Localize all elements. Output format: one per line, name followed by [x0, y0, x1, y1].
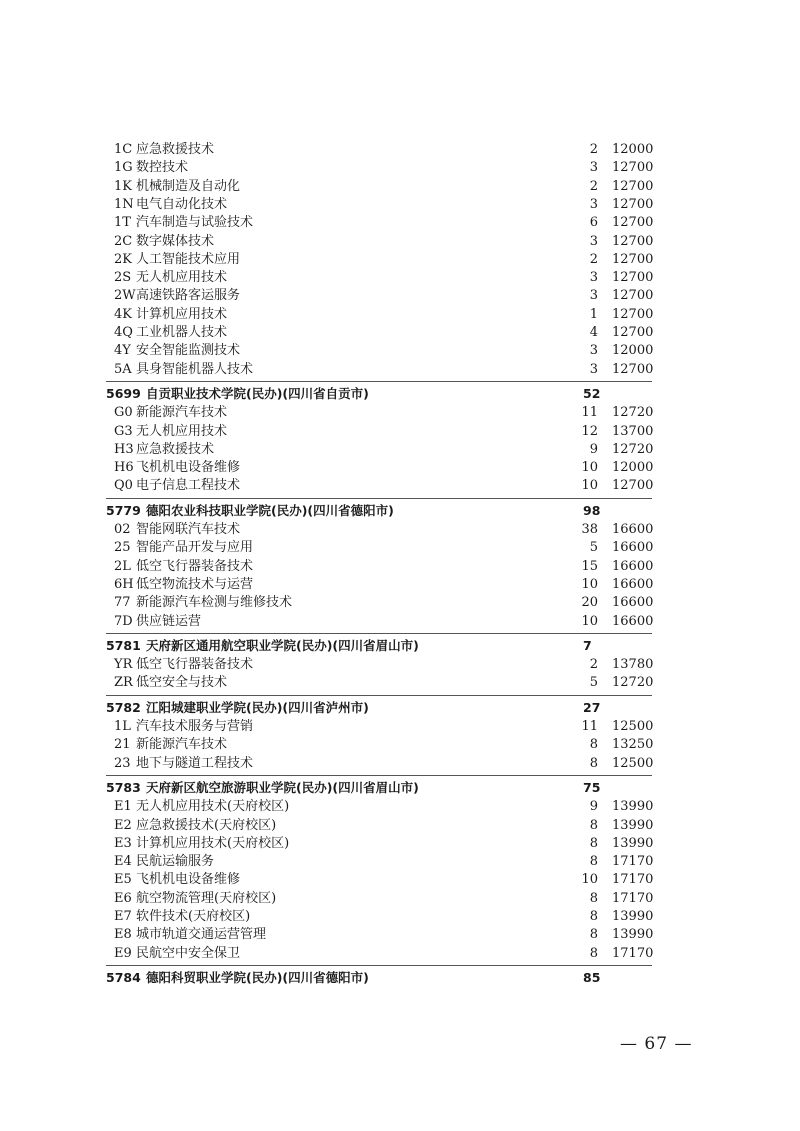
major-row: [0, 233, 800, 251]
plan-count: 10: [581, 613, 598, 629]
major-row: [0, 594, 800, 612]
plan-count: 8: [589, 890, 598, 906]
major-name: 智能产品开发与应用: [136, 540, 254, 556]
school-total: 85: [583, 969, 601, 985]
major-code: ZR: [114, 675, 133, 691]
plan-count: 10: [581, 460, 598, 476]
major-row: [0, 269, 800, 287]
major-name: 民航运输服务: [136, 854, 215, 870]
major-code: 21: [114, 737, 131, 753]
plan-count: 8: [589, 854, 598, 870]
tuition-fee: 12700: [612, 306, 654, 322]
major-name: 应急救援技术(天府校区): [136, 817, 277, 833]
plan-count: 5: [589, 675, 598, 691]
major-row: [0, 342, 800, 360]
major-name: 人工智能技术应用: [136, 251, 241, 267]
major-row: [0, 361, 800, 379]
major-row: [0, 477, 800, 495]
major-code: YR: [114, 657, 133, 673]
plan-count: 20: [581, 595, 598, 611]
major-row: [0, 178, 800, 196]
tuition-fee: 16600: [612, 522, 654, 537]
school-header: [0, 699, 800, 717]
major-code: E7: [114, 909, 132, 924]
plan-count: 12: [581, 423, 598, 439]
tuition-fee: 13250: [612, 737, 654, 753]
major-name: 无人机应用技术(天府校区): [136, 799, 290, 815]
major-name: 具身智能机器人技术: [136, 361, 254, 377]
plan-count: 2: [589, 657, 598, 673]
plan-count: 6: [589, 215, 598, 231]
plan-count: 4: [589, 325, 598, 340]
tuition-fee: 12500: [612, 755, 654, 771]
tuition-fee: 16600: [612, 576, 654, 592]
tuition-fee: 17170: [612, 890, 654, 906]
major-row: [0, 890, 800, 908]
major-code: E8: [114, 927, 132, 943]
plan-count: 3: [589, 288, 598, 304]
plan-count: 15: [581, 558, 598, 574]
plan-count: 3: [589, 270, 598, 286]
major-row: [0, 196, 800, 214]
major-row: [0, 214, 800, 232]
major-code: 1G: [114, 160, 133, 176]
tuition-fee: 12700: [612, 233, 654, 249]
tuition-fee: 12700: [612, 325, 654, 340]
section-divider: [106, 965, 652, 966]
plan-count: 8: [589, 945, 598, 961]
school-total: 75: [583, 779, 601, 795]
plan-count: 2: [589, 178, 598, 194]
plan-count: 38: [581, 522, 598, 537]
tuition-fee: 17170: [612, 872, 654, 888]
major-name: 低空物流技术与运营: [136, 576, 254, 592]
major-row: [0, 613, 800, 631]
major-row: [0, 871, 800, 889]
major-name: 汽车制造与试验技术: [136, 215, 254, 231]
major-row: [0, 287, 800, 305]
major-code: 1T: [114, 215, 131, 231]
school-code: 5779: [106, 502, 141, 518]
tuition-fee: 12000: [612, 460, 654, 476]
school-header: [0, 385, 800, 403]
plan-count: 11: [581, 719, 598, 734]
major-name: 应急救援技术: [136, 441, 215, 457]
tuition-fee: 17170: [612, 945, 654, 961]
plan-count: 3: [589, 160, 598, 176]
major-code: 23: [114, 755, 131, 771]
plan-count: 8: [589, 835, 598, 851]
major-name: 供应链运营: [136, 613, 202, 629]
major-name: 计算机应用技术(天府校区): [136, 835, 290, 851]
tuition-fee: 12700: [612, 361, 654, 377]
major-code: 02: [114, 522, 131, 537]
major-row: [0, 324, 800, 342]
school-code: 5783: [106, 779, 141, 795]
major-row: [0, 558, 800, 576]
tuition-fee: 16600: [612, 595, 654, 611]
major-name: 智能网联汽车技术: [136, 522, 241, 537]
major-code: 5A: [114, 361, 132, 377]
school-name: 自贡职业技术学院(民办)(四川省自贡市): [146, 385, 369, 401]
tuition-fee: 13990: [612, 799, 654, 815]
school-header: [0, 637, 800, 655]
tuition-fee: 12700: [612, 251, 654, 267]
major-code: E2: [114, 817, 132, 833]
school-header: [0, 969, 800, 987]
section-divider: [106, 695, 652, 696]
tuition-fee: 12700: [612, 215, 654, 231]
plan-count: 11: [581, 405, 598, 421]
major-name: 数字媒体技术: [136, 233, 215, 249]
tuition-fee: 12720: [612, 441, 654, 457]
school-code: 5699: [106, 385, 141, 401]
major-code: 2K: [114, 251, 132, 267]
school-total: 98: [583, 502, 601, 518]
major-name: 新能源汽车技术: [136, 737, 228, 753]
major-name: 低空飞行器装备技术: [136, 657, 254, 673]
major-row: [0, 817, 800, 835]
plan-count: 9: [589, 799, 598, 815]
plan-count: 3: [589, 233, 598, 249]
major-name: 城市轨道交通运营管理: [136, 927, 267, 943]
major-name: 高速铁路客运服务: [136, 288, 241, 304]
major-code: H6: [114, 460, 134, 476]
major-code: 1C: [114, 142, 133, 157]
plan-count: 9: [589, 441, 598, 457]
major-name: 机械制造及自动化: [136, 178, 241, 194]
plan-count: 3: [589, 343, 598, 359]
major-row: [0, 798, 800, 816]
major-row: [0, 835, 800, 853]
tuition-fee: 13990: [612, 927, 654, 943]
major-name: 飞机机电设备维修: [136, 460, 241, 476]
major-row: [0, 736, 800, 754]
major-code: 2S: [114, 270, 132, 286]
major-name: 新能源汽车技术: [136, 405, 228, 421]
plan-count: 8: [589, 909, 598, 924]
tuition-fee: 12500: [612, 719, 654, 734]
plan-count: 10: [581, 872, 598, 888]
plan-count: 5: [589, 540, 598, 556]
major-code: E3: [114, 835, 132, 851]
major-name: 汽车技术服务与营销: [136, 719, 254, 734]
plan-count: 2: [589, 142, 598, 157]
school-name: 江阳城建职业学院(民办)(四川省泸州市): [146, 699, 369, 715]
tuition-fee: 12700: [612, 288, 654, 304]
major-name: 计算机应用技术: [136, 306, 228, 322]
tuition-fee: 12720: [612, 675, 654, 691]
major-name: 无人机应用技术: [136, 423, 228, 439]
major-row: [0, 141, 800, 159]
school-code: 5781: [106, 637, 141, 653]
major-code: 2C: [114, 233, 133, 249]
tuition-fee: 12700: [612, 160, 654, 176]
major-row: [0, 755, 800, 773]
major-code: 1N: [114, 196, 134, 212]
school-header: [0, 779, 800, 797]
school-code: 5782: [106, 699, 141, 715]
tuition-fee: 13780: [612, 657, 654, 673]
school-header: [0, 502, 800, 520]
tuition-fee: 13990: [612, 909, 654, 924]
major-code: 4Y: [114, 343, 131, 359]
tuition-fee: 12000: [612, 343, 654, 359]
tuition-fee: 13990: [612, 835, 654, 851]
major-name: 电气自动化技术: [136, 196, 228, 212]
major-name: 电子信息工程技术: [136, 478, 241, 494]
major-code: 1K: [114, 178, 132, 194]
major-row: [0, 521, 800, 539]
tuition-fee: 12000: [612, 142, 654, 157]
major-code: E6: [114, 890, 132, 906]
major-row: [0, 306, 800, 324]
plan-count: 10: [581, 576, 598, 592]
tuition-fee: 12700: [612, 270, 654, 286]
major-code: 77: [114, 595, 131, 611]
major-row: [0, 908, 800, 926]
major-name: 民航空中安全保卫: [136, 945, 241, 961]
major-row: [0, 853, 800, 871]
plan-count: 3: [589, 196, 598, 212]
page-number: — 67 —: [620, 1034, 693, 1054]
plan-count: 10: [581, 478, 598, 494]
plan-count: 8: [589, 755, 598, 771]
major-name: 数控技术: [136, 160, 189, 176]
tuition-fee: 12700: [612, 196, 654, 212]
major-code: E9: [114, 945, 132, 961]
major-row: [0, 926, 800, 944]
major-code: 6H: [114, 576, 134, 592]
major-name: 地下与隧道工程技术: [136, 755, 254, 771]
school-name: 德阳科贸职业学院(民办)(四川省德阳市): [146, 969, 369, 985]
major-row: [0, 441, 800, 459]
major-name: 工业机器人技术: [136, 325, 228, 340]
major-name: 应急救援技术: [136, 142, 215, 157]
major-row: [0, 674, 800, 692]
major-name: 航空物流管理(天府校区): [136, 890, 277, 906]
major-row: [0, 945, 800, 963]
major-name: 飞机机电设备维修: [136, 872, 241, 888]
major-code: 25: [114, 540, 131, 556]
section-divider: [106, 633, 652, 634]
section-divider: [106, 381, 652, 382]
school-code: 5784: [106, 969, 141, 985]
tuition-fee: 16600: [612, 558, 654, 574]
major-name: 软件技术(天府校区): [136, 909, 251, 924]
major-row: [0, 718, 800, 736]
major-code: H3: [114, 441, 134, 457]
plan-count: 8: [589, 737, 598, 753]
school-name: 天府新区航空旅游职业学院(民办)(四川省眉山市): [146, 779, 419, 795]
major-row: [0, 251, 800, 269]
major-name: 新能源汽车检测与维修技术: [136, 595, 293, 611]
major-name: 低空安全与技术: [136, 675, 228, 691]
major-code: G3: [114, 423, 133, 439]
major-code: G0: [114, 405, 133, 421]
tuition-fee: 16600: [612, 540, 654, 556]
tuition-fee: 13990: [612, 817, 654, 833]
section-divider: [106, 498, 652, 499]
school-total: 7: [583, 637, 592, 653]
major-code: 1L: [114, 719, 131, 734]
plan-count: 1: [589, 306, 598, 322]
major-code: 4Q: [114, 325, 133, 340]
school-name: 德阳农业科技职业学院(民办)(四川省德阳市): [146, 502, 394, 518]
tuition-fee: 13700: [612, 423, 654, 439]
major-code: 2W: [114, 288, 136, 304]
major-code: Q0: [114, 478, 133, 494]
major-code: 4K: [114, 306, 132, 322]
major-code: E4: [114, 854, 132, 870]
plan-count: 8: [589, 927, 598, 943]
major-row: [0, 539, 800, 557]
major-row: [0, 656, 800, 674]
major-name: 低空飞行器装备技术: [136, 558, 254, 574]
major-code: 7D: [114, 613, 133, 629]
plan-count: 8: [589, 817, 598, 833]
tuition-fee: 17170: [612, 854, 654, 870]
major-row: [0, 459, 800, 477]
tuition-fee: 12720: [612, 405, 654, 421]
major-row: [0, 159, 800, 177]
school-total: 52: [583, 385, 601, 401]
plan-count: 2: [589, 251, 598, 267]
major-code: E1: [114, 799, 132, 815]
major-code: 2L: [114, 558, 131, 574]
major-code: E5: [114, 872, 132, 888]
tuition-fee: 12700: [612, 478, 654, 494]
tuition-fee: 12700: [612, 178, 654, 194]
school-name: 天府新区通用航空职业学院(民办)(四川省眉山市): [146, 637, 419, 653]
plan-count: 3: [589, 361, 598, 377]
major-row: [0, 423, 800, 441]
tuition-fee: 16600: [612, 613, 654, 629]
major-name: 安全智能监测技术: [136, 343, 241, 359]
major-row: [0, 576, 800, 594]
major-name: 无人机应用技术: [136, 270, 228, 286]
school-total: 27: [583, 699, 601, 715]
section-divider: [106, 775, 652, 776]
major-row: [0, 404, 800, 422]
